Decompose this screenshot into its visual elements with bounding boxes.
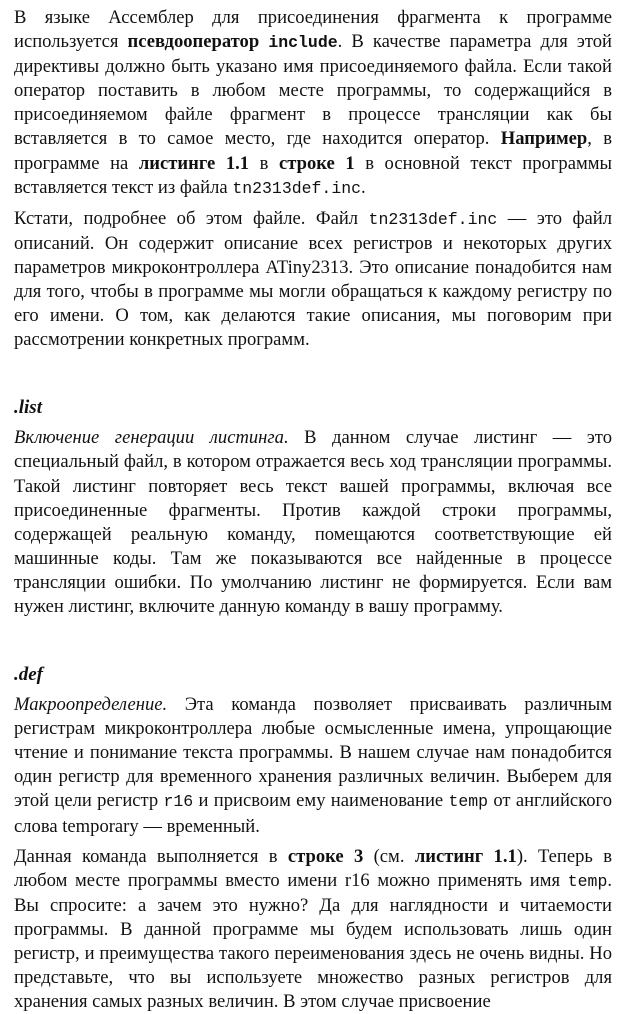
code-alias: temp [567, 871, 608, 891]
text-run: В языке Ассемблер для присоединения фрагмента к программе используется [14, 7, 612, 53]
paragraph-file-description [14, 207, 612, 353]
text-run: от английского слова temporary — временный. [14, 790, 613, 837]
section-heading-def: .def [14, 664, 44, 686]
italic-term: Включение генерации листинга. [14, 427, 289, 449]
text-run: и присвоим ему наименование [193, 790, 449, 812]
bold-term: псевдооператор [127, 31, 260, 53]
text-run: ). Теперь в любом месте программы вместо имени r16 можно применять имя [14, 845, 612, 891]
code-register: r16 [163, 792, 194, 812]
code-include: include [268, 33, 338, 53]
text-run: В данном случае листинг — это специальный файл, в котором отражается весь ход трансляции программы. Такой листинг повторяет весь текст вашей программы, включая все присоединенные фрагменты. Против каждой строки программы, содержащей реальную команду, помещаются соответствующие ей машинные коды. Там же показываются все найденные в процессе трансляции ошибки. По умолчанию листинг не формируется. Если вам нужен листинг, включите данную команду в вашу программу. [14, 427, 612, 617]
text-run: . [361, 176, 366, 198]
text-run: Данная команда выполняется в [14, 845, 288, 867]
text-run: . В качестве параметра для этой директивы должно быть указано имя присоединяемого файла. Если такой оператор поставить в любом месте программы, то содержащийся в присоединяемом файле фрагмент в процессе трансляции как бы вставляется в то самое место, где находится оператор. [14, 31, 613, 150]
code-filename: tn2313def.inc [232, 178, 362, 198]
text-run: в [249, 152, 280, 174]
text-run: — это файл описаний. Он содержит описание всех регистров и некоторых других параметров микроконтроллера ATiny2313. Это описание понадобится нам для того, чтобы в программе мы могли обращаться к каждому регистру по его имени. О том, как делаются такие описания, мы поговорим при рассмотрении конкретных программ. [14, 207, 613, 351]
paragraph-def [14, 693, 612, 839]
text-run: в основной текст программы вставляется текст из файла [14, 152, 613, 198]
bold-ref-listing: листинг 1.1 [414, 845, 517, 867]
bold-ref-line: строке 1 [279, 152, 355, 174]
bold-term: Например [500, 128, 588, 150]
text-run: Эта команда позволяет присваивать различным регистрам микроконтроллера любые осмысленные имена, упрощающие чтение и понимание текста программы. В нашем случае нам понадобится один регистр для временного хранения различных величин. Выберем для этой цели регистр [14, 694, 612, 812]
text-run: , в программе на [14, 128, 613, 174]
bold-ref-line: строке 3 [287, 845, 364, 867]
text-run: (см. [363, 845, 415, 867]
italic-term: Макроопределение. [14, 694, 168, 716]
paragraph-include [14, 6, 612, 201]
section-heading-list: .list [14, 397, 42, 419]
paragraph-list [14, 426, 612, 619]
paragraph-def-usage [14, 845, 612, 1014]
text-run: Кстати, подробнее об этом файле. Файл [14, 207, 369, 229]
text-run: . Вы спросите: а зачем это нужно? Да для наглядности и читаемости программы. В данной программе мы будем использовать лишь один регистр, и преимущества такого переименования здесь не очень видны. Но представьте, что вы используете множество разных регистров для хранения самых разных величин. В этом случае присвоение [14, 869, 612, 1013]
code-filename: tn2313def.inc [368, 209, 498, 229]
bold-ref-listing: листинге 1.1 [138, 152, 250, 174]
code-alias: temp [448, 792, 489, 812]
